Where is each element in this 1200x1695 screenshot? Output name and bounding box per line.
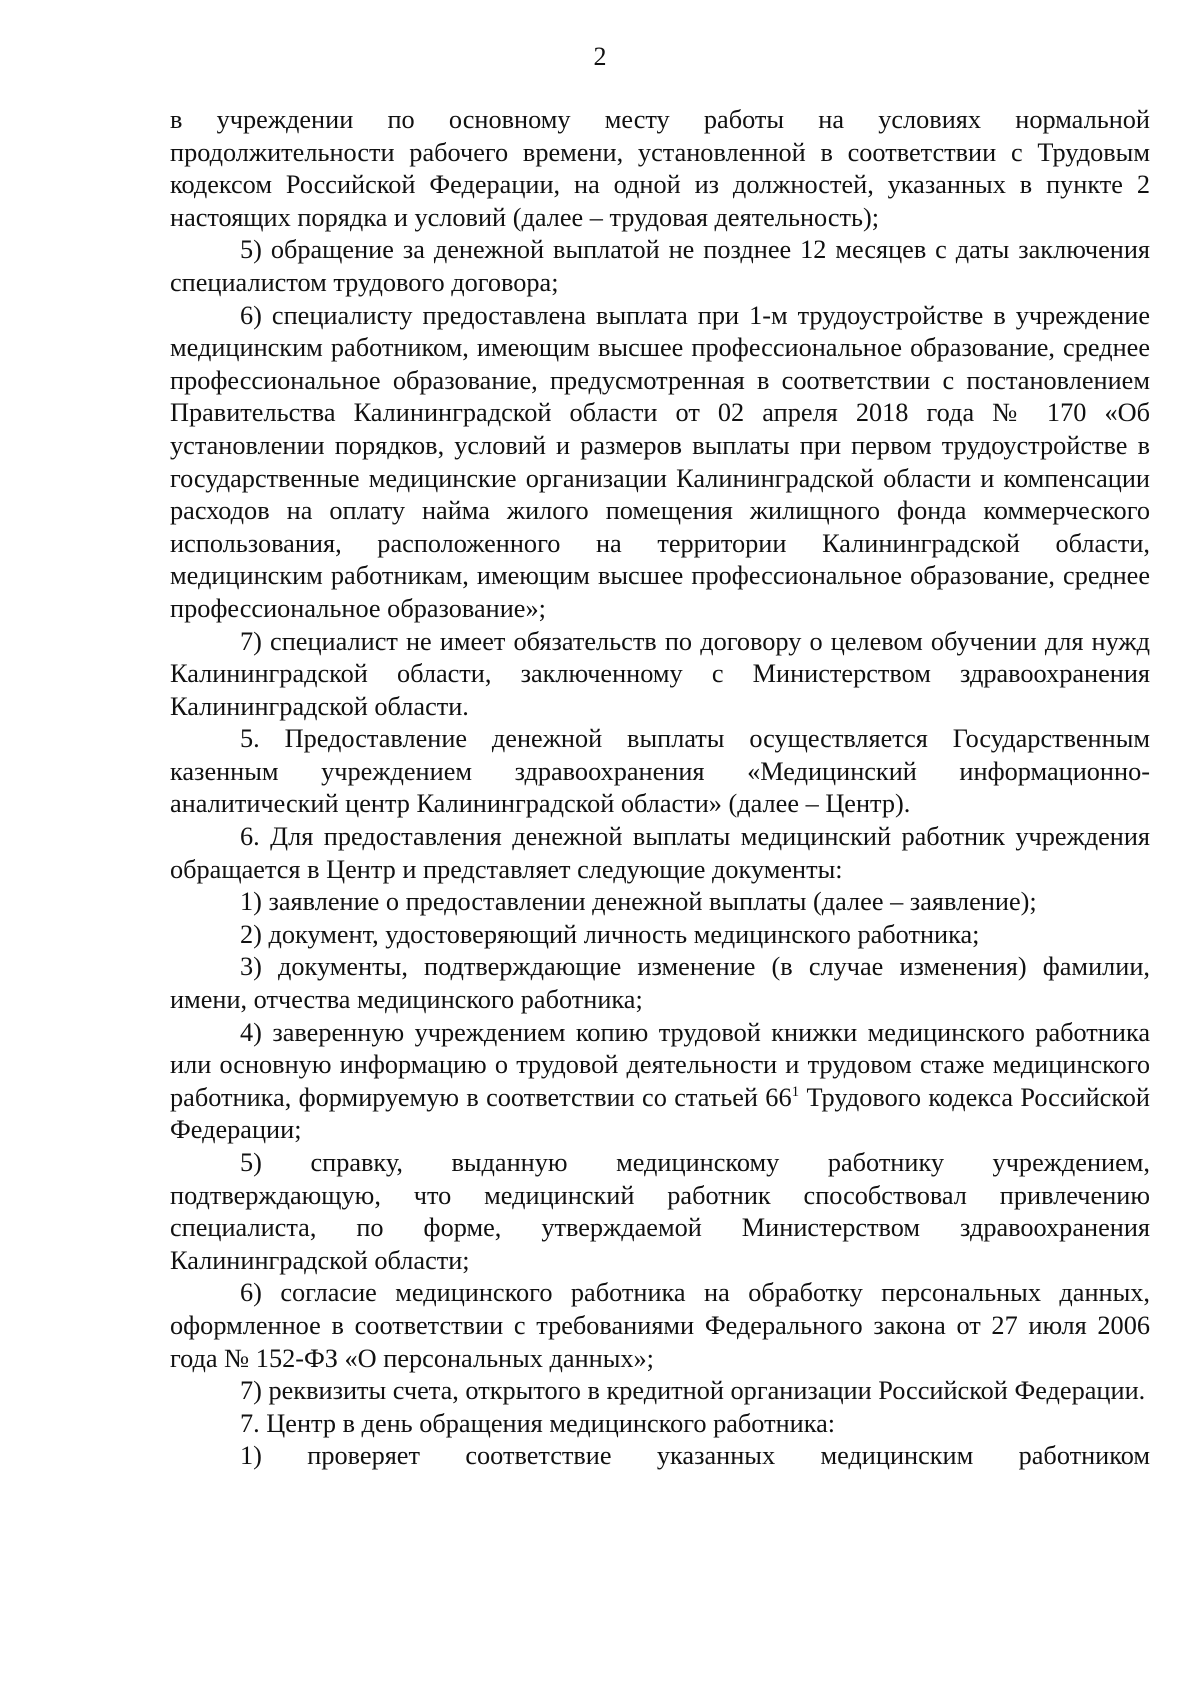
document-body <box>170 104 1150 1473</box>
paragraph-section-5: 5. Предоставление денежной выплаты осуществляется Государственным казенным учреждением здравоохранения «Медицинский информационно-аналитический центр Калининградской области» (далее – Центр). <box>170 724 1150 819</box>
paragraph-section-7: 7. Центр в день обращения медицинского работника: <box>240 1408 836 1438</box>
page-number: 2 <box>593 42 607 71</box>
paragraph-doc-6-consent: 6) согласие медицинского работника на обработку персональных данных, оформленное в соответствии с требованиями Федерального закона от 27 июля 2006 года № 152-ФЗ «О персональных данных»; <box>170 1278 1150 1373</box>
paragraph-section-7-item-1: 1) проверяет соответствие указанных медицинским работником <box>240 1441 1150 1471</box>
paragraph-continuation: в учреждении по основному месту работы на условиях нормальной продолжительности рабочего времени, установленной в соответствии с Трудовым кодексом Российской Федерации, на одной из должностей, указанных в пункте 2 настоящих порядка и условий (далее – трудовая деятельность); <box>170 105 1150 232</box>
superscript-article-number: 1 <box>791 1083 800 1100</box>
paragraph-item-7-no-obligations: 7) специалист не имеет обязательств по договору о целевом обучении для нужд Калининградской области, заключенному с Министерством здравоохранения Калининградской области. <box>170 626 1150 721</box>
paragraph-doc-1-application: 1) заявление о предоставлении денежной выплаты (далее – заявление); <box>240 887 1037 917</box>
paragraph-item-5-application-deadline: 5) обращение за денежной выплатой не позднее 12 месяцев с даты заключения специалистом трудового договора; <box>170 235 1150 297</box>
paragraph-doc-2-identity: 2) документ, удостоверяющий личность медицинского работника; <box>240 919 980 949</box>
paragraph-section-6: 6. Для предоставления денежной выплаты медицинский работник учреждения обращается в Центр и представляет следующие документы: <box>170 822 1150 884</box>
paragraph-doc-7-bank-details: 7) реквизиты счета, открытого в кредитной организации Российской Федерации. <box>240 1376 1146 1406</box>
paragraph-item-6-previous-payment: 6) специалисту предоставлена выплата при 1-м трудоустройстве в учреждение медицинским работником, имеющим высшее профессиональное образование, среднее профессиональное образование, предусмотренная в соответствии с постановлением Правительства Калининградской области от 02 апреля 2018 года № 170 «Об установлении порядков, условий и размеров выплаты при первом трудоустройстве в государственные медицинские организации Калининградской области и компенсации расходов на оплату найма жилого помещения жилищного фонда коммерческого использования, расположенного на территории Калининградской области, медицинским работникам, имеющим высшее профессиональное образование, среднее профессиональное образование»; <box>170 300 1150 623</box>
paragraph-doc-4-employment-record <box>170 1017 1150 1147</box>
paragraph-doc-3-name-change: 3) документы, подтверждающие изменение (в случае изменения) фамилии, имени, отчества медицинского работника; <box>170 952 1150 1015</box>
paragraph-doc-4-text: 4) заверенную учреждением копию трудовой книжки медицинского работника или основную информацию о трудовой деятельности и трудовом стаже медицинского работника, формируемую в соответствии со статьей 66 <box>170 1017 1150 1112</box>
paragraph-doc-5-certificate: 5) справку, выданную медицинскому работнику учреждением, подтверждающую, что медицинский работник способствовал привлечению специалиста, по форме, утверждаемой Министерством здравоохранения Калининградской области; <box>170 1148 1150 1275</box>
paragraph-doc-4-tail: Трудового кодекса Российской Федерации; <box>170 1082 1150 1145</box>
